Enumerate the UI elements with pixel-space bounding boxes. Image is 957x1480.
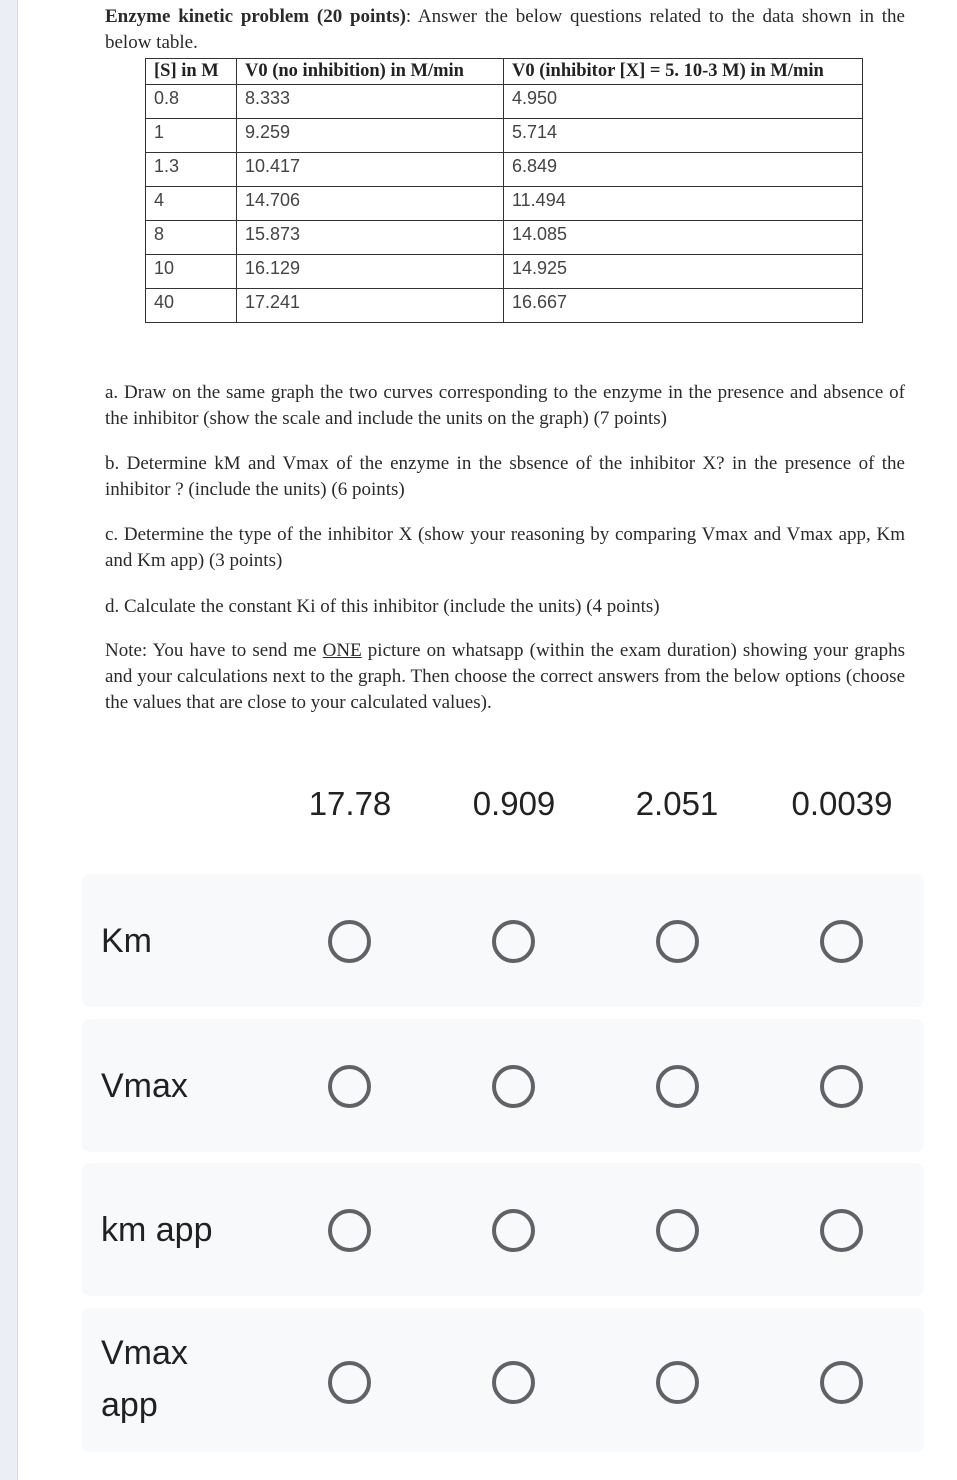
- table-cell: 10.417: [237, 153, 504, 187]
- table-cell: 8.333: [237, 85, 504, 119]
- table-row: [146, 153, 863, 187]
- table-cell: 16.129: [237, 255, 504, 289]
- radio-vmax-app-2-051[interactable]: [656, 1361, 699, 1404]
- radio-vmax-app-0-909[interactable]: [492, 1361, 535, 1404]
- table-row: [146, 85, 863, 119]
- table-cell: 10: [146, 255, 237, 289]
- part-b: b. Determine kM and Vmax of the enzyme in the sbsence of the inhibitor X? in the presence of the inhibitor ? (include the units) (6 points): [105, 453, 905, 500]
- table-cell: 16.667: [504, 289, 863, 323]
- grid-column-4: 0.0039: [791, 785, 893, 822]
- part-a: a. Draw on the same graph the two curves corresponding to the enzyme in the presence and absence of the inhibitor (show the scale and include the units on the graph) (7 points): [105, 382, 905, 429]
- radio-vmax-0-909[interactable]: [492, 1065, 535, 1108]
- table-row: [146, 255, 863, 289]
- radio-vmax-17-78[interactable]: [328, 1065, 371, 1108]
- question-intro: [105, 4, 905, 56]
- table-cell: 14.085: [504, 221, 863, 255]
- table-row: [146, 289, 863, 323]
- note: Note: You have to send me ONE picture on whatsapp (within the exam duration) showing your graphs and your calculations next to the graph. Then choose the correct answers from the below options (choose the values that are close to your calculated values).: [105, 640, 906, 713]
- grid-row-km-app: [82, 1163, 924, 1296]
- radio-km-0-0039[interactable]: [820, 920, 863, 963]
- part-d: d. Calculate the constant Ki of this inhibitor (include the units) (4 points): [105, 596, 660, 617]
- question-instruction: : Answer the below questions related to the data shown in the below table.: [105, 6, 905, 53]
- left-edge-strip: [0, 0, 18, 1480]
- table-cell: 0.8: [146, 85, 237, 119]
- kinetics-table: [145, 58, 863, 323]
- grid-column-1: 17.78: [308, 785, 392, 822]
- grid-row-label: km app: [101, 1211, 213, 1249]
- radio-vmax-app-17-78[interactable]: [328, 1361, 371, 1404]
- table-cell: 4.950: [504, 85, 863, 119]
- table-cell: 1: [146, 119, 237, 153]
- radio-km-0-909[interactable]: [492, 920, 535, 963]
- radio-km-app-17-78[interactable]: [328, 1209, 371, 1252]
- grid-row-label: Km: [101, 922, 152, 960]
- radio-km-app-2-051[interactable]: [656, 1209, 699, 1252]
- radio-km-app-0-0039[interactable]: [820, 1209, 863, 1252]
- part-c: c. Determine the type of the inhibitor X (show your reasoning by comparing Vmax and Vmax app, Km and Km app) (3 points): [105, 524, 905, 571]
- table-cell: 9.259: [237, 119, 504, 153]
- grid-row-vmax-app: [82, 1308, 924, 1452]
- grid-column-3: 2.051: [635, 785, 719, 822]
- grid-row-label: Vmax: [101, 1067, 188, 1105]
- radio-vmax-0-0039[interactable]: [820, 1065, 863, 1108]
- table-header-row: [146, 59, 863, 85]
- table-row: [146, 187, 863, 221]
- table-cell: 17.241: [237, 289, 504, 323]
- table-cell: 14.706: [237, 187, 504, 221]
- radio-vmax-2-051[interactable]: [656, 1065, 699, 1108]
- grid-row-km: [82, 874, 924, 1007]
- question-title: Enzyme kinetic problem (20 points): [105, 6, 406, 27]
- table-cell: 6.849: [504, 153, 863, 187]
- table-row: [146, 221, 863, 255]
- table-cell: 4: [146, 187, 237, 221]
- radio-km-17-78[interactable]: [328, 920, 371, 963]
- header-v0-no-inhibition: V0 (no inhibition) in M/min: [237, 59, 504, 85]
- header-v0-inhibitor: V0 (inhibitor [X] = 5. 10-3 M) in M/min: [504, 59, 863, 85]
- table-row: [146, 119, 863, 153]
- table-cell: 11.494: [504, 187, 863, 221]
- table-cell: 1.3: [146, 153, 237, 187]
- grid-column-2: 0.909: [472, 785, 556, 822]
- radio-km-2-051[interactable]: [656, 920, 699, 963]
- table-cell: 8: [146, 221, 237, 255]
- table-cell: 40: [146, 289, 237, 323]
- table-cell: 14.925: [504, 255, 863, 289]
- grid-row-vmax: [82, 1019, 924, 1152]
- header-substrate: [S] in M: [146, 59, 237, 85]
- radio-km-app-0-909[interactable]: [492, 1209, 535, 1252]
- table-cell: 5.714: [504, 119, 863, 153]
- table-body: [146, 85, 863, 323]
- grid-column-headers: [0, 785, 957, 829]
- table-cell: 15.873: [237, 221, 504, 255]
- note-underlined: ONE: [322, 640, 362, 661]
- grid-row-label: Vmax app: [101, 1334, 188, 1424]
- radio-vmax-app-0-0039[interactable]: [820, 1361, 863, 1404]
